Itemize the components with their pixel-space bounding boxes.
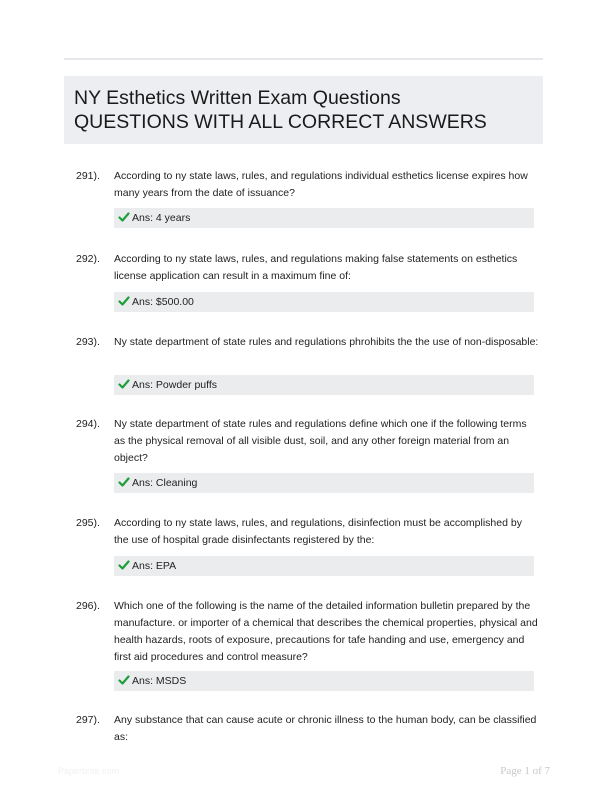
answer-text: Ans: Cleaning [132,477,198,489]
document-subtitle: QUESTIONS WITH ALL CORRECT ANSWERS [74,111,487,133]
answer-text: Ans: 4 years [132,212,191,224]
question-text: According to ny state laws, rules, and regulations making false statements on esthetics license application can result in a maximum fine of: [114,253,518,282]
answer-text: Ans: Powder puffs [132,379,218,391]
answer-box [114,208,534,228]
answer-text: Ans: MSDS [132,675,187,687]
question-text: Which one of the following is the name of the detailed information bulletin prepared by the manufacture. or importer of a chemical that describes the chemical properties, physical and health hazards, roots of exposure, precautions for tafe handing and use, emergency and first aid procedures and control measure? [114,600,538,663]
page-indicator: Page 1 of 7 [500,765,550,777]
question-text: Ny state department of state rules and regulations phrohibits the the use of non-disposable: [114,336,539,348]
question-number: 293). [76,336,100,348]
answer-box [114,556,534,576]
answer-text: Ans: $500.00 [132,296,194,308]
check-icon [118,476,130,488]
document-title-banner [64,76,543,144]
answer-box [114,671,534,691]
document-title: NY Esthetics Written Exam Questions [74,87,401,109]
question-number: 296). [76,600,100,612]
question-number: 294). [76,418,100,430]
check-icon [118,559,130,571]
question-number: 295). [76,517,100,529]
check-icon [118,211,130,223]
check-icon [118,295,130,307]
check-icon [118,378,130,390]
answer-box [114,473,534,493]
question-text: Ny state department of state rules and regulations define which one if the following terms as the physical removal of all visible dust, soil, and any other foreign material from an object? [114,418,527,464]
question-number: 297). [76,714,100,726]
check-icon [118,674,130,686]
question-number: 291). [76,170,100,182]
top-divider [64,58,543,60]
answer-box [114,292,534,312]
question-text: According to ny state laws, rules, and regulations, disinfection must be accomplished by the use of hospital grade disinfectants registered by the: [114,517,522,546]
question-text: Any substance that can cause acute or chronic illness to the human body, can be classified as: [114,714,537,743]
question-number: 292). [76,253,100,265]
answer-text: Ans: EPA [132,560,177,572]
answer-box [114,375,534,395]
question-text: According to ny state laws, rules, and regulations individual esthetics license expires how many years from the date of issuance? [114,170,528,199]
footer-watermark: Paperbrite.com [58,766,120,776]
